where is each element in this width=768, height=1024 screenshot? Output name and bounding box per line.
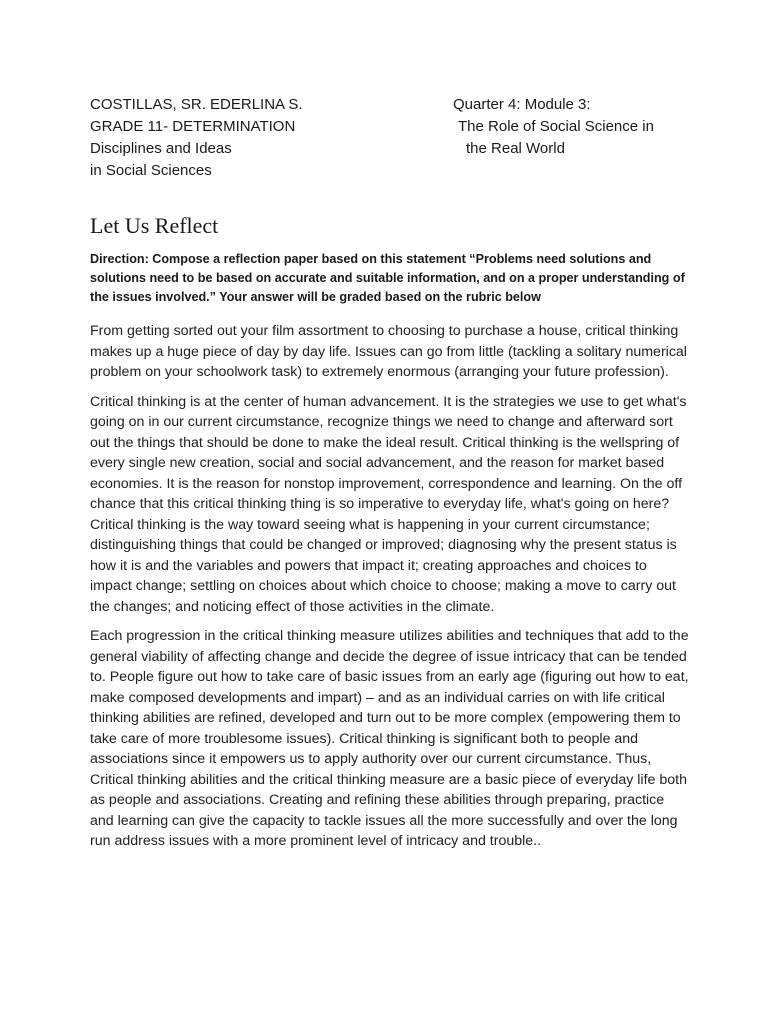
paragraph-2: Critical thinking is at the center of human advancement. It is the strategies we use to get what's going on in our current circumstance, recognize things we need to change and afterward sort out the things that should be done to make the ideal result. Critical thinking is the wellspring of every single new creation, social and social advancement, and the reason for market based economies. It is the reason for nonstop improvement, correspondence and learning. On the off chance that this critical thinking thing is so imperative to everyday life, what's going on here? Critical thinking is the way toward seeing what is happening in your current circumstance; distinguishing things that could be changed or improved; diagnosing why the present status is how it is and the variables and powers that impact it; creating approaches and choices to impact change; settling on choices about which choice to choose; making a move to carry out the changes; and noticing effect of those activities in the climate. (90, 393, 687, 615)
grade-section: GRADE 11- DETERMINATION (90, 118, 296, 135)
paragraph-3: Each progression in the critical thinking measure utilizes abilities and techniques that add to the general viability of affecting change and decide the degree of issue intricacy that can be tended to. People figure out how to take care of basic issues from an early age (figuring out how to eat, make composed developments and impart) – and as an individual carries on with life critical thinking abilities are refined, developed and turn out to be more complex (empowering them to take care of more troublesome issues). Critical thinking is significant both to people and associations since it empowers us to apply authority over our current circumstance. Thus, Critical thinking abilities and the critical thinking measure are a basic piece of everyday life both as people and associations. Creating and refining these abilities through preparing, practice and learning can give the capacity to tackle issues all the more successfully and over the long run address issues with a more prominent level of intricacy and trouble.. (90, 628, 689, 849)
subject-line-1: Disciplines and Ideas (90, 140, 232, 157)
paragraph-1: From getting sorted out your film assortment to choosing to purchase a house, critical thinking makes up a huge piece of day by day life. Issues can go from little (tackling a solitary numerical problem on your schoolwork task) to extremely enormous (arranging your future profession). (90, 323, 687, 380)
module-title-line-1: The Role of Social Science in (458, 118, 654, 135)
reflection-body (90, 321, 690, 861)
direction-text: Direction: Compose a reflection paper based on this statement “Problems need solutions and solutions need to be based on accurate and suitable information, and on a proper understanding of the issues involved.” Your answer will be graded based on the rubric below (90, 252, 685, 304)
student-info (90, 94, 303, 182)
module-title-line-2: the Real World (466, 140, 565, 157)
section-title: Let Us Reflect (90, 213, 219, 238)
subject-line-2: in Social Sciences (90, 162, 212, 179)
module-info (453, 94, 654, 160)
document-header (90, 94, 690, 186)
student-name: COSTILLAS, SR. EDERLINA S. (90, 96, 303, 113)
quarter-module: Quarter 4: Module 3: (453, 96, 591, 113)
